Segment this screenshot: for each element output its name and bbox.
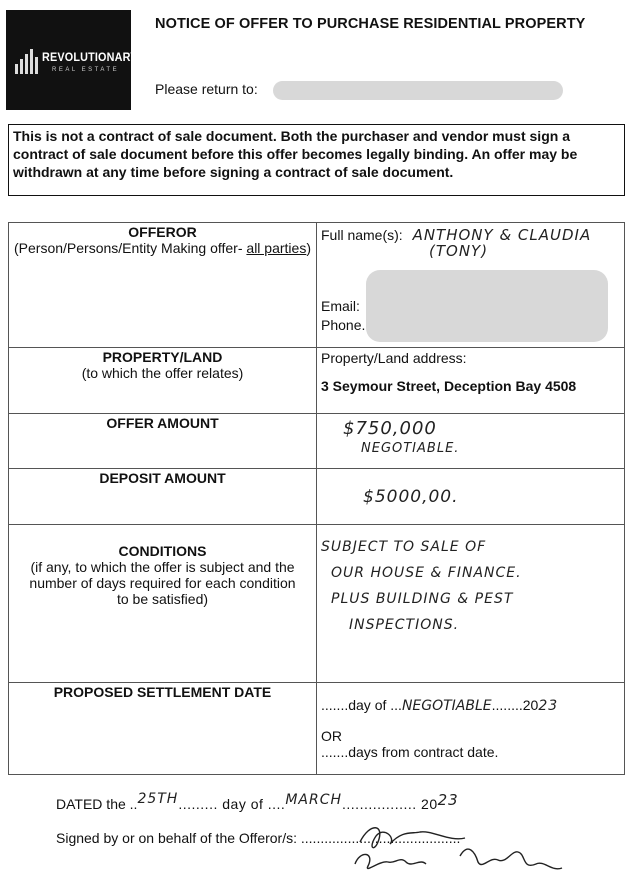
- property-label: PROPERTY/LAND: [102, 349, 223, 365]
- offeror-label: OFFEROR: [128, 224, 197, 240]
- dated-month: MARCH: [285, 792, 343, 808]
- dated-line: DATED the ..25TH......... day of ....MARCH................. 2023: [56, 791, 459, 812]
- property-desc: (to which the offer relates): [81, 365, 244, 381]
- address-label: Property/Land address:: [321, 350, 467, 366]
- conditions-desc: (if any, to which the offer is subject and the number of days required for each condition to be satisfied): [29, 559, 296, 607]
- offer-row: [9, 414, 625, 469]
- conditions-label: CONDITIONS: [118, 543, 207, 559]
- conditions-label-cell: [9, 525, 317, 683]
- signed-line: Signed by or on behalf of the Offeror/s: .........................................: [56, 830, 461, 846]
- conditions-row: [9, 525, 625, 683]
- offeror-row: [9, 223, 625, 348]
- condition-line-3: PLUS BUILDING & PEST: [331, 591, 514, 607]
- conditions-value-cell: [317, 525, 625, 683]
- fullname-value: ANTHONY & CLAUDIA: [412, 226, 592, 244]
- offeror-desc-underlined: all parties: [246, 240, 307, 256]
- settlement-value-cell: [317, 683, 625, 775]
- settlement-day-value: NEGOTIABLE: [401, 698, 492, 714]
- property-label-cell: [9, 348, 317, 414]
- settlement-label-cell: [9, 683, 317, 775]
- offer-label: OFFER AMOUNT: [106, 415, 219, 431]
- redacted-contact: [366, 270, 608, 342]
- deposit-row: [9, 469, 625, 525]
- building-bars-icon: [14, 48, 40, 74]
- offeror-signatures: [340, 812, 580, 882]
- deposit-label: DEPOSIT AMOUNT: [99, 470, 226, 486]
- offeror-value-cell: [317, 223, 625, 348]
- offer-label-cell: [9, 414, 317, 469]
- company-logo: [6, 10, 138, 110]
- logo-subtitle: REAL ESTATE: [52, 67, 120, 73]
- settlement-row: [9, 683, 625, 775]
- document-title: NOTICE OF OFFER TO PURCHASE RESIDENTIAL PROPERTY: [155, 16, 586, 32]
- condition-line-2: OUR HOUSE & FINANCE.: [331, 565, 522, 581]
- fullname-nickname: (TONY): [429, 242, 489, 260]
- property-value-cell: [317, 348, 625, 414]
- fullname-label: Full name(s):: [321, 227, 403, 243]
- offeror-label-cell: [9, 223, 317, 348]
- deposit-label-cell: [9, 469, 317, 525]
- settlement-days-line: .......days from contract date.: [321, 744, 499, 760]
- settlement-day-line: .......day of ...NEGOTIABLE........2023: [321, 697, 559, 714]
- dated-day: 25TH: [137, 791, 179, 807]
- phone-label: Phone.: [321, 317, 366, 333]
- return-label: Please return to:: [155, 81, 258, 97]
- email-label: Email:: [321, 298, 360, 314]
- deposit-value-cell: [317, 469, 625, 525]
- offer-amount: $750,000: [343, 418, 437, 439]
- settlement-label: PROPOSED SETTLEMENT DATE: [53, 684, 272, 700]
- condition-line-4: INSPECTIONS.: [349, 617, 460, 633]
- settlement-or: OR: [321, 728, 342, 744]
- settlement-year: 23: [538, 698, 559, 714]
- legal-notice: This is not a contract of sale document. Both the purchaser and vendor must sign a contract of sale document before this offer becomes legally binding. An offer may be withdrawn at any time before signing a contract of sale document.: [8, 124, 625, 196]
- deposit-amount: $5000,00.: [363, 486, 459, 507]
- offer-value-cell: [317, 414, 625, 469]
- dated-year: 23: [437, 791, 459, 809]
- offer-form-table: [8, 222, 625, 775]
- property-address: 3 Seymour Street, Deception Bay 4508: [321, 378, 577, 394]
- condition-line-1: SUBJECT TO SALE OF: [321, 539, 487, 555]
- logo-brand: REVOLUTIONARY: [42, 50, 138, 64]
- offeror-desc: (Person/Persons/Entity Making offer- all parties): [14, 240, 311, 256]
- property-row: [9, 348, 625, 414]
- offer-note: NEGOTIABLE.: [361, 441, 460, 456]
- redacted-return-address: [273, 81, 563, 100]
